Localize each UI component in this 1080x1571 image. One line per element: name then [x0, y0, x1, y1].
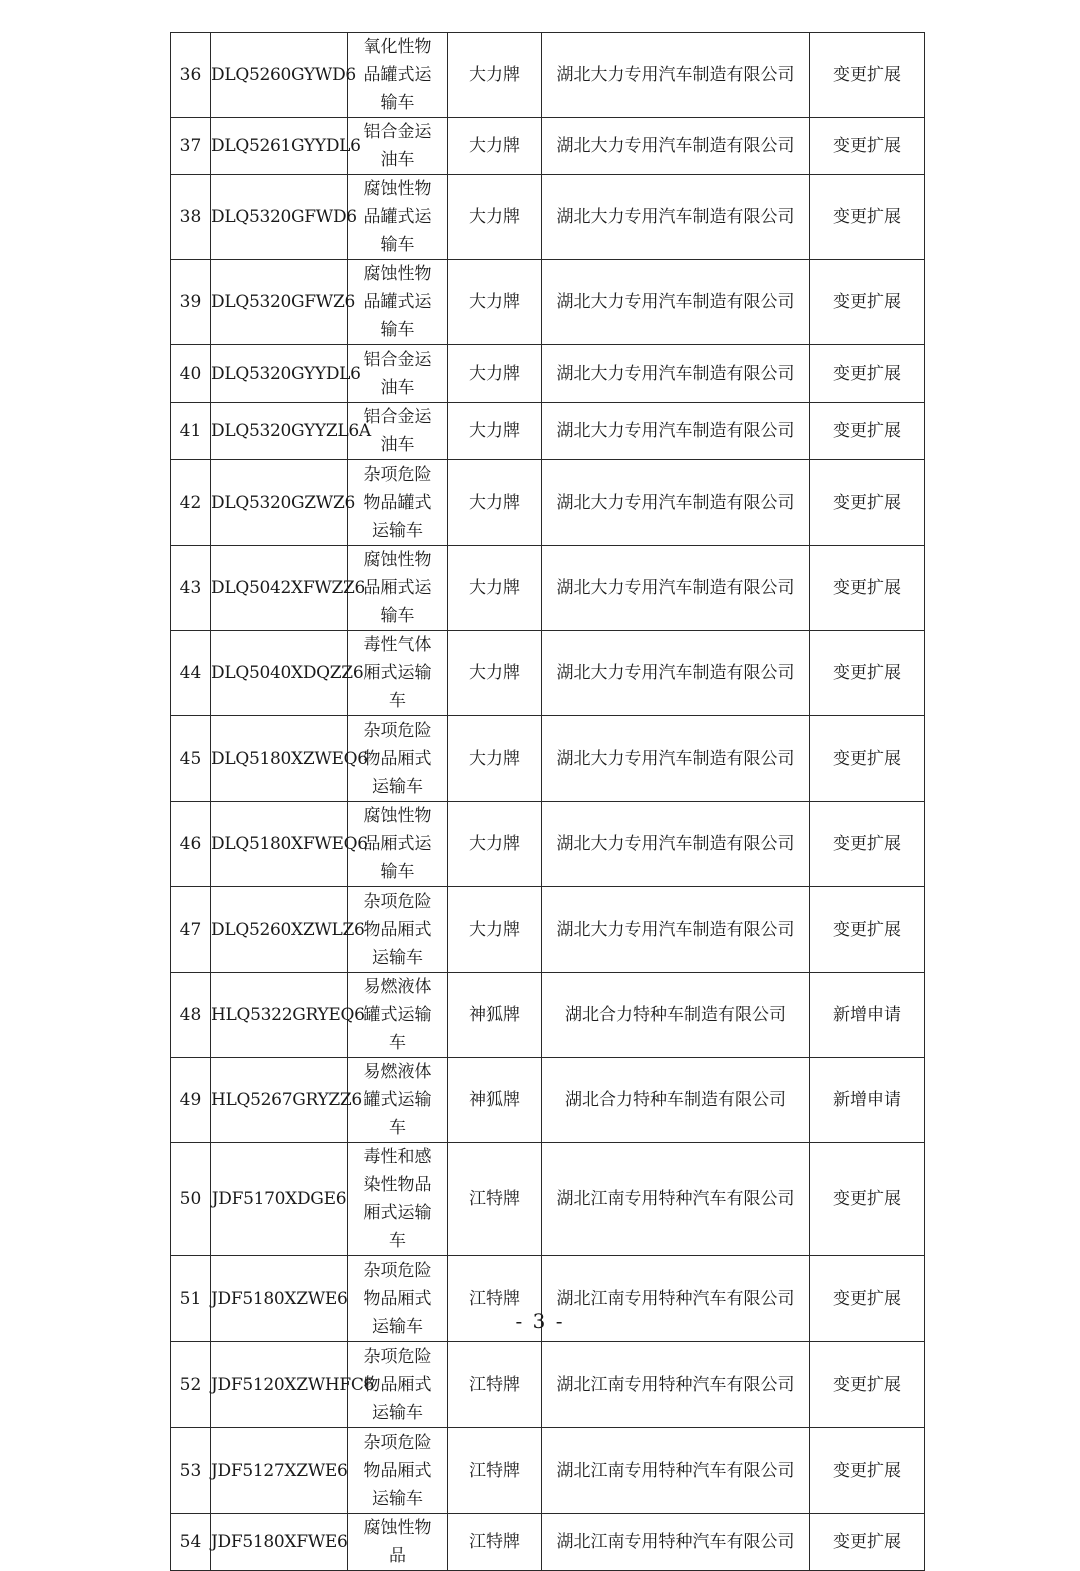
brand-cell: 江特牌 — [448, 1143, 542, 1256]
table-row — [171, 1342, 925, 1428]
brand-cell: 大力牌 — [448, 546, 542, 631]
table-row — [171, 1143, 925, 1256]
row-number: 46 — [171, 802, 211, 887]
vehicle-name-cell — [348, 1143, 448, 1256]
company-cell: 湖北大力专用汽车制造有限公司 — [542, 403, 810, 460]
brand-cell: 江特牌 — [448, 1256, 542, 1342]
model-cell: DLQ5040XDQZZ6 — [211, 631, 348, 716]
model-cell: DLQ5260XZWLZ6 — [211, 887, 348, 973]
table-row — [171, 1428, 925, 1514]
model-cell: JDF5170XDGE6 — [211, 1143, 348, 1256]
model-cell: DLQ5320GFWZ6 — [211, 260, 348, 345]
vehicle-name-text: 腐蚀性物品罐式运输车 — [363, 264, 432, 340]
status-cell: 变更扩展 — [810, 1143, 925, 1256]
company-cell: 湖北合力特种车制造有限公司 — [542, 1058, 810, 1143]
status-cell: 变更扩展 — [810, 345, 925, 403]
company-cell: 湖北大力专用汽车制造有限公司 — [542, 716, 810, 802]
row-number: 51 — [171, 1256, 211, 1342]
vehicle-name-text: 腐蚀性物品 — [363, 1518, 432, 1566]
row-number: 40 — [171, 345, 211, 403]
company-cell: 湖北大力专用汽车制造有限公司 — [542, 118, 810, 175]
status-cell: 变更扩展 — [810, 802, 925, 887]
status-cell: 变更扩展 — [810, 175, 925, 260]
model-cell: DLQ5320GFWD6 — [211, 175, 348, 260]
vehicle-name-text: 杂项危险物品厢式运输车 — [363, 1260, 432, 1337]
row-number: 50 — [171, 1143, 211, 1256]
model-cell: JDF5127XZWE6 — [211, 1428, 348, 1514]
model-cell: DLQ5320GZWZ6 — [211, 460, 348, 546]
status-cell: 变更扩展 — [810, 631, 925, 716]
table-row — [171, 345, 925, 403]
row-number: 43 — [171, 546, 211, 631]
brand-cell: 大力牌 — [448, 631, 542, 716]
vehicle-name-text: 杂项危险物品厢式运输车 — [363, 1432, 432, 1509]
row-number: 53 — [171, 1428, 211, 1514]
brand-cell: 大力牌 — [448, 345, 542, 403]
table-row — [171, 631, 925, 716]
vehicle-name-text: 铝合金运油车 — [363, 122, 432, 170]
vehicle-name-text: 腐蚀性物品罐式运输车 — [363, 179, 432, 255]
brand-cell: 江特牌 — [448, 1514, 542, 1571]
vehicle-name-cell — [348, 460, 448, 546]
company-cell: 湖北江南专用特种汽车有限公司 — [542, 1428, 810, 1514]
row-number: 44 — [171, 631, 211, 716]
table-row — [171, 973, 925, 1058]
brand-cell: 大力牌 — [448, 460, 542, 546]
company-cell: 湖北大力专用汽车制造有限公司 — [542, 33, 810, 118]
row-number: 54 — [171, 1514, 211, 1571]
brand-cell: 大力牌 — [448, 403, 542, 460]
vehicle-name-text: 易燃液体罐式运输车 — [363, 1062, 432, 1138]
company-cell: 湖北江南专用特种汽车有限公司 — [542, 1143, 810, 1256]
page-number: - 3 - — [515, 1309, 565, 1333]
vehicle-name-cell — [348, 33, 448, 118]
status-cell: 变更扩展 — [810, 1428, 925, 1514]
row-number: 37 — [171, 118, 211, 175]
vehicle-name-text: 铝合金运油车 — [363, 407, 432, 455]
vehicle-name-text: 铝合金运油车 — [363, 349, 432, 398]
vehicle-name-cell — [348, 118, 448, 175]
brand-cell: 大力牌 — [448, 802, 542, 887]
table-row — [171, 887, 925, 973]
model-cell: DLQ5320GYYDL6 — [211, 345, 348, 403]
company-cell: 湖北大力专用汽车制造有限公司 — [542, 175, 810, 260]
status-cell: 新增申请 — [810, 1058, 925, 1143]
vehicle-name-cell — [348, 175, 448, 260]
table-row — [171, 118, 925, 175]
company-cell: 湖北大力专用汽车制造有限公司 — [542, 887, 810, 973]
model-cell: JDF5120XZWHFC6 — [211, 1342, 348, 1428]
vehicle-name-cell — [348, 1428, 448, 1514]
company-cell: 湖北大力专用汽车制造有限公司 — [542, 546, 810, 631]
table-row — [171, 175, 925, 260]
brand-cell: 大力牌 — [448, 887, 542, 973]
status-cell: 变更扩展 — [810, 546, 925, 631]
row-number: 45 — [171, 716, 211, 802]
table-row — [171, 1514, 925, 1571]
model-cell: DLQ5042XFWZZ6 — [211, 546, 348, 631]
vehicle-name-text: 腐蚀性物品厢式运输车 — [363, 550, 432, 626]
company-cell: 湖北江南专用特种汽车有限公司 — [542, 1342, 810, 1428]
table-row — [171, 546, 925, 631]
status-cell: 新增申请 — [810, 973, 925, 1058]
brand-cell: 大力牌 — [448, 33, 542, 118]
model-cell: DLQ5180XFWEQ6 — [211, 802, 348, 887]
company-cell: 湖北合力特种车制造有限公司 — [542, 973, 810, 1058]
status-cell: 变更扩展 — [810, 118, 925, 175]
table-body — [171, 33, 925, 1571]
company-cell: 湖北大力专用汽车制造有限公司 — [542, 802, 810, 887]
vehicle-name-text: 腐蚀性物品厢式运输车 — [363, 806, 432, 882]
vehicle-name-text: 杂项危险物品厢式运输车 — [363, 1346, 432, 1423]
vehicle-name-cell — [348, 1058, 448, 1143]
vehicle-name-text: 杂项危险物品厢式运输车 — [363, 891, 432, 968]
table-row — [171, 716, 925, 802]
status-cell: 变更扩展 — [810, 260, 925, 345]
vehicle-name-text: 氧化性物品罐式运输车 — [363, 37, 432, 113]
brand-cell: 江特牌 — [448, 1428, 542, 1514]
status-cell: 变更扩展 — [810, 1256, 925, 1342]
company-cell: 湖北江南专用特种汽车有限公司 — [542, 1514, 810, 1571]
model-cell: HLQ5322GRYEQ6 — [211, 973, 348, 1058]
brand-cell: 神狐牌 — [448, 1058, 542, 1143]
status-cell: 变更扩展 — [810, 1342, 925, 1428]
status-cell: 变更扩展 — [810, 460, 925, 546]
brand-cell: 大力牌 — [448, 118, 542, 175]
brand-cell: 神狐牌 — [448, 973, 542, 1058]
vehicle-name-cell — [348, 260, 448, 345]
table-row — [171, 802, 925, 887]
model-cell: JDF5180XZWE6 — [211, 1256, 348, 1342]
company-cell: 湖北大力专用汽车制造有限公司 — [542, 631, 810, 716]
row-number: 48 — [171, 973, 211, 1058]
vehicle-name-cell — [348, 345, 448, 403]
row-number: 47 — [171, 887, 211, 973]
status-cell: 变更扩展 — [810, 33, 925, 118]
brand-cell: 大力牌 — [448, 716, 542, 802]
row-number: 41 — [171, 403, 211, 460]
status-cell: 变更扩展 — [810, 716, 925, 802]
vehicle-name-text: 毒性气体厢式运输车 — [363, 635, 432, 711]
table-row — [171, 403, 925, 460]
status-cell: 变更扩展 — [810, 887, 925, 973]
company-cell: 湖北大力专用汽车制造有限公司 — [542, 260, 810, 345]
row-number: 42 — [171, 460, 211, 546]
company-cell: 湖北江南专用特种汽车有限公司 — [542, 1256, 810, 1342]
status-cell: 变更扩展 — [810, 1514, 925, 1571]
company-cell: 湖北大力专用汽车制造有限公司 — [542, 345, 810, 403]
table-row — [171, 260, 925, 345]
status-cell: 变更扩展 — [810, 403, 925, 460]
vehicle-name-text: 易燃液体罐式运输车 — [363, 977, 432, 1053]
row-number: 38 — [171, 175, 211, 260]
model-cell: DLQ5180XZWEQ6 — [211, 716, 348, 802]
brand-cell: 江特牌 — [448, 1342, 542, 1428]
brand-cell: 大力牌 — [448, 175, 542, 260]
row-number: 49 — [171, 1058, 211, 1143]
row-number: 36 — [171, 33, 211, 118]
table-row — [171, 460, 925, 546]
vehicle-catalog-table — [170, 32, 925, 1571]
vehicle-name-text: 杂项危险物品罐式运输车 — [363, 464, 432, 541]
vehicle-name-text: 杂项危险物品厢式运输车 — [363, 720, 432, 797]
table-row — [171, 1058, 925, 1143]
brand-cell: 大力牌 — [448, 260, 542, 345]
model-cell: DLQ5261GYYDL6 — [211, 118, 348, 175]
row-number: 39 — [171, 260, 211, 345]
model-cell: DLQ5260GYWD6 — [211, 33, 348, 118]
model-cell: DLQ5320GYYZL6A — [211, 403, 348, 460]
table-row — [171, 33, 925, 118]
company-cell: 湖北大力专用汽车制造有限公司 — [542, 460, 810, 546]
vehicle-name-cell — [348, 1514, 448, 1571]
model-cell: JDF5180XFWE6 — [211, 1514, 348, 1571]
model-cell: HLQ5267GRYZZ6 — [211, 1058, 348, 1143]
row-number: 52 — [171, 1342, 211, 1428]
vehicle-name-text: 毒性和感染性物品厢式运输车 — [363, 1147, 432, 1251]
